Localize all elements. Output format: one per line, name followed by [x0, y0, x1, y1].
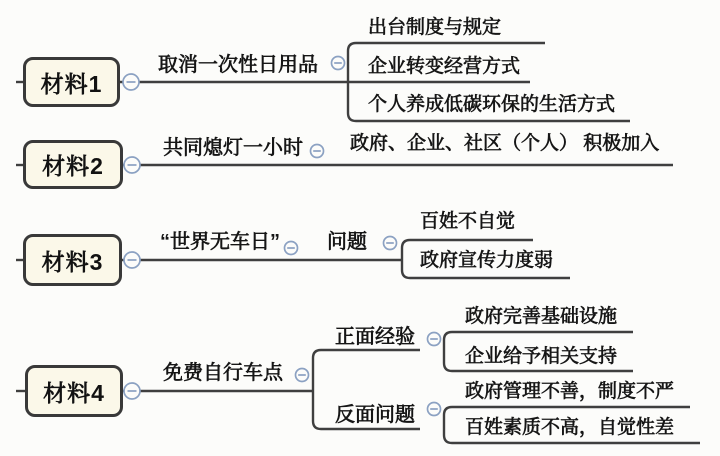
- material-4-label: 材料4: [43, 379, 105, 406]
- collapse-icon[interactable]: [384, 237, 397, 250]
- collapse-icon[interactable]: [332, 57, 345, 70]
- m3-child-2[interactable]: 政府宣传力度弱: [420, 250, 554, 271]
- collapse-icon[interactable]: [296, 369, 309, 382]
- material-4-node[interactable]: [25, 365, 123, 417]
- collapse-icon[interactable]: [123, 74, 139, 90]
- material-1-node[interactable]: [23, 57, 120, 107]
- material-3-node[interactable]: [23, 234, 122, 286]
- material-2-node[interactable]: [23, 140, 123, 189]
- collapse-icon[interactable]: [124, 157, 140, 173]
- material-3-label: 材料3: [41, 248, 104, 275]
- m3-child-1[interactable]: 百姓不自觉: [420, 211, 516, 232]
- collapse-icon[interactable]: [285, 242, 298, 255]
- m4-positive-label[interactable]: 正面经验: [335, 326, 415, 348]
- m1-child-2[interactable]: 企业转变经营方式: [368, 56, 521, 77]
- m3-mid-label[interactable]: 问题: [327, 231, 367, 253]
- collapse-icon[interactable]: [124, 383, 140, 399]
- collapse-icon[interactable]: [428, 403, 441, 416]
- material-1-label: 材料1: [40, 70, 103, 97]
- m4-positive-child-1[interactable]: 政府完善基础设施: [465, 306, 618, 327]
- m4-negative-label[interactable]: 反面问题: [335, 404, 415, 426]
- m2-child-1[interactable]: 政府、企业、社区（个人） 积极加入: [350, 133, 660, 154]
- m2-branch-label[interactable]: 共同熄灯一小时: [163, 137, 303, 159]
- m4-positive-child-2[interactable]: 企业给予相关支持: [465, 346, 618, 367]
- m1-child-1[interactable]: 出台制度与规定: [368, 17, 502, 38]
- m4-negative-child-2[interactable]: 百姓素质不高，自觉性差: [465, 417, 675, 438]
- m4-negative-child-1[interactable]: 政府管理不善，制度不严: [465, 381, 675, 402]
- collapse-icon[interactable]: [311, 145, 324, 158]
- m3-branch-label[interactable]: “世界无车日”: [160, 231, 280, 253]
- collapse-icon[interactable]: [428, 333, 441, 346]
- material-2-label: 材料2: [42, 153, 104, 179]
- collapse-icon[interactable]: [124, 252, 140, 268]
- m1-child-3[interactable]: 个人养成低碳环保的生活方式: [368, 94, 616, 115]
- m4-branch-label[interactable]: 免费自行车点: [163, 362, 283, 384]
- m1-branch-label[interactable]: 取消一次性日用品: [158, 54, 318, 76]
